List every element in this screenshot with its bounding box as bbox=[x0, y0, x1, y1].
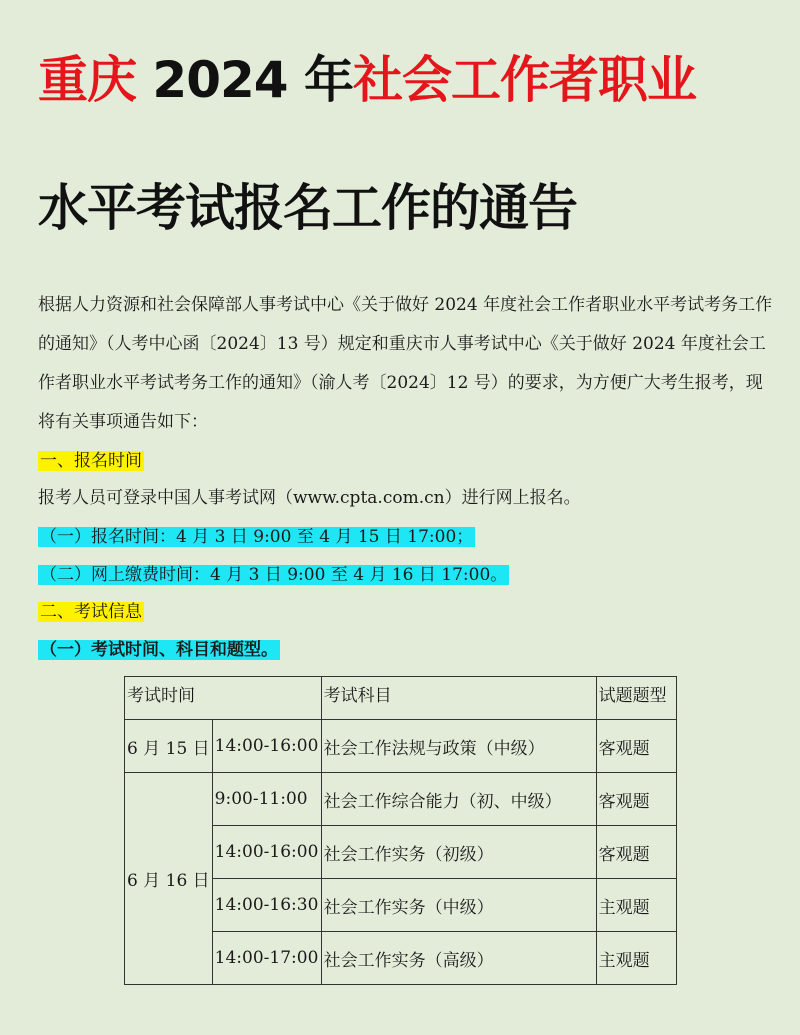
section-1-text: 报考人员可登录中国人事考试网（www.cpta.com.cn）进行网上报名。 bbox=[38, 488, 581, 508]
cell-subject: 社会工作实务（高级） bbox=[321, 932, 596, 985]
intro-paragraph: 根据人力资源和社会保障部人事考试中心《关于做好 2024 年度社会工作者职业水平考试考务工作的通知》（人考中心函〔2024〕13 号）规定和重庆市人事考试中心《关于做好 2024 年度社会工作者职业水平考试考务工作的通知》（渝人考〔2024〕12 号）的要求，为方便广大考生报考，现将有关事项通告如下： bbox=[38, 295, 773, 432]
section-2-heading bbox=[38, 598, 144, 626]
table-row bbox=[125, 773, 677, 826]
title-city: 重庆 bbox=[38, 51, 136, 109]
section-1-item-2-text: （二）网上缴费时间：4 月 3 日 9:00 至 4 月 16 日 17:00。 bbox=[40, 565, 508, 585]
cell-type: 客观题 bbox=[596, 773, 676, 826]
cell-time: 14:00-16:30 bbox=[212, 879, 321, 932]
cell-time: 14:00-16:00 bbox=[212, 826, 321, 879]
cell-subject: 社会工作实务（初级） bbox=[321, 826, 596, 879]
title-subject: 社会工作者职业 bbox=[352, 51, 696, 109]
section-1-item-1 bbox=[38, 523, 475, 551]
header-exam-time: 考试时间 bbox=[125, 677, 322, 720]
page-title-line-2: 水平考试报名工作的通告 bbox=[38, 179, 577, 237]
section-1-item-1-text: （一）报名时间：4 月 3 日 9:00 至 4 月 15 日 17:00； bbox=[40, 527, 474, 547]
exam-schedule-table bbox=[124, 676, 677, 985]
section-2-item-1-text: （一）考试时间、科目和题型。 bbox=[40, 640, 278, 660]
table-row bbox=[125, 720, 677, 773]
header-question-type: 试题题型 bbox=[596, 677, 676, 720]
cell-time: 14:00-16:00 bbox=[212, 720, 321, 773]
cell-time: 9:00-11:00 bbox=[212, 773, 321, 826]
header-exam-subject: 考试科目 bbox=[321, 677, 596, 720]
section-1-heading bbox=[38, 447, 144, 475]
cell-type: 主观题 bbox=[596, 879, 676, 932]
table-header-row bbox=[125, 677, 677, 720]
page-title-line-1 bbox=[38, 50, 696, 110]
cell-date: 6 月 16 日 bbox=[125, 773, 213, 985]
cell-subject: 社会工作综合能力（初、中级） bbox=[321, 773, 596, 826]
section-1-heading-text: 一、报名时间 bbox=[40, 451, 142, 471]
cell-date: 6 月 15 日 bbox=[125, 720, 213, 773]
title-year: 2024 年 bbox=[136, 51, 353, 109]
cell-type: 客观题 bbox=[596, 720, 676, 773]
cell-type: 主观题 bbox=[596, 932, 676, 985]
cell-subject: 社会工作实务（中级） bbox=[321, 879, 596, 932]
cell-type: 客观题 bbox=[596, 826, 676, 879]
cell-time: 14:00-17:00 bbox=[212, 932, 321, 985]
section-2-item-1 bbox=[38, 636, 280, 664]
section-2-heading-text: 二、考试信息 bbox=[40, 602, 142, 622]
cell-subject: 社会工作法规与政策（中级） bbox=[321, 720, 596, 773]
section-1-item-2 bbox=[38, 561, 509, 589]
